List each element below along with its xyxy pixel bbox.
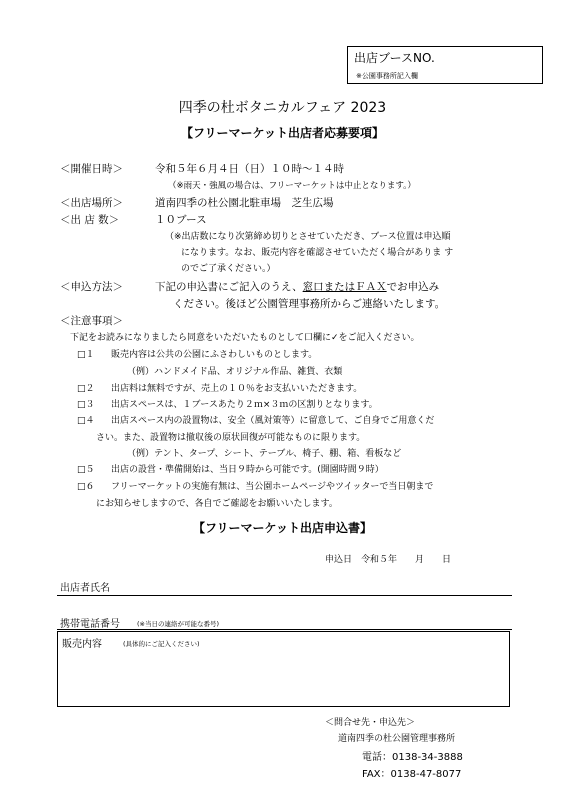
- note-item-text: （例）ハンドメイド品、オリジナル作品、雑貨、衣類: [127, 367, 343, 377]
- apply-method-highlight: 窓口またはＦＡＸ: [302, 281, 387, 293]
- count-note-line: （※出店数になり次第締め切りとさせていただき、ブース位置は申込順: [165, 232, 451, 242]
- form-phone-label: 携帯電話番号: [60, 619, 120, 630]
- note-item-text: 販売内容は公共の公園にふさわしいものとします。: [111, 350, 318, 360]
- count-note-line: になります。なお、販売内容を確認させていただく場合がありま す: [181, 248, 454, 258]
- notes-label: ＜注意事項＞: [60, 315, 123, 327]
- note-item-text: 出店スペース内の設置物は、安全（風対策等）に留意して、ご自身でご用意くだ: [111, 416, 435, 426]
- apply-line-1: [155, 279, 439, 294]
- sales-content-box[interactable]: [57, 631, 510, 707]
- notes-intro: 下記をお読みになりましたら同意をいただいたものとして口欄に✓をご記入ください。: [70, 333, 420, 343]
- note-item-text: （例）テント、タープ、シート、テーブル、椅子、棚、箱、看板など: [127, 449, 402, 459]
- form-desc-note: (具体的にご記入ください): [123, 640, 200, 648]
- note-item-text: フリーマーケットの実施有無は、当公園ホームページやツイッターで当日朝まで: [111, 482, 434, 492]
- booth-number-box: [347, 46, 543, 84]
- note-item-number: □５: [77, 465, 95, 475]
- page-title: 四季の杜ボタニカルフェア 2023: [178, 100, 387, 116]
- note-item-text: にお知らせしますので、各自でご確認をお願いいたします。: [96, 499, 338, 509]
- place-label: ＜出店場所＞: [60, 197, 123, 209]
- contact-phone: 電話：0138-34-3888: [362, 752, 463, 763]
- note-item-text: 出店料は無料ですが、売上の１０％をお支払いいただきます。: [111, 384, 363, 394]
- note-item-text: さい。また、設置物は撤収後の原状回復が可能なものに限ります。: [96, 433, 366, 443]
- form-date-line: 申込日 令和５年 月 日: [325, 555, 452, 565]
- form-title: 【フリーマーケット出店申込書】: [193, 521, 372, 535]
- booth-number-note: ※公園事務所記入欄: [356, 72, 418, 80]
- phone-field-line[interactable]: [57, 629, 512, 630]
- note-item-number: □２: [77, 384, 95, 394]
- apply-text-post: でお申込み: [386, 281, 440, 293]
- count-label: ＜出 店 数＞: [60, 214, 120, 226]
- date-value: 令和５年６月４日（日）１０時～１４時: [155, 163, 344, 175]
- note-item-number: □１: [77, 350, 95, 360]
- name-field-line[interactable]: [57, 595, 512, 596]
- booth-number-label: 出店ブースNO.: [354, 51, 435, 65]
- date-label: ＜開催日時＞: [60, 163, 123, 175]
- note-item-text: 出店の設営・準備開始は、当日９時から可能です。(開園時間９時）: [111, 465, 384, 475]
- contact-heading: ＜問合せ先・申込先＞: [325, 718, 416, 728]
- note-item-number: □３: [77, 400, 95, 410]
- contact-org: 道南四季の杜公園管理事務所: [338, 734, 456, 744]
- count-note-line: のでご了承ください。）: [181, 264, 276, 274]
- apply-label: ＜申込方法＞: [60, 281, 123, 293]
- note-item-number: □６: [77, 482, 95, 492]
- apply-text-pre: 下記の申込書にご記入のうえ、: [155, 281, 303, 293]
- note-item-text: 出店スペースは、１ブースあたり２ｍ×３ｍの区割りとなります。: [111, 400, 378, 410]
- form-phone-note: (※当日の連絡が可能な番号): [137, 620, 220, 628]
- date-note: （※雨天・強風の場合は、フリーマーケットは中止となります。）: [168, 181, 416, 191]
- form-name-label: 出店者氏名: [60, 583, 110, 594]
- contact-fax: FAX：0138-47-8077: [362, 769, 462, 780]
- page-subtitle: 【フリーマーケット出店者応募要項】: [181, 126, 384, 140]
- form-desc-label: 販売内容: [62, 639, 102, 650]
- apply-line-2: ください。後ほど公園管理事務所からご連絡いたします。: [173, 298, 446, 310]
- count-value: １０ブース: [155, 214, 207, 226]
- note-item-number: □４: [77, 416, 95, 426]
- place-value: 道南四季の杜公園北駐車場 芝生広場: [155, 197, 334, 209]
